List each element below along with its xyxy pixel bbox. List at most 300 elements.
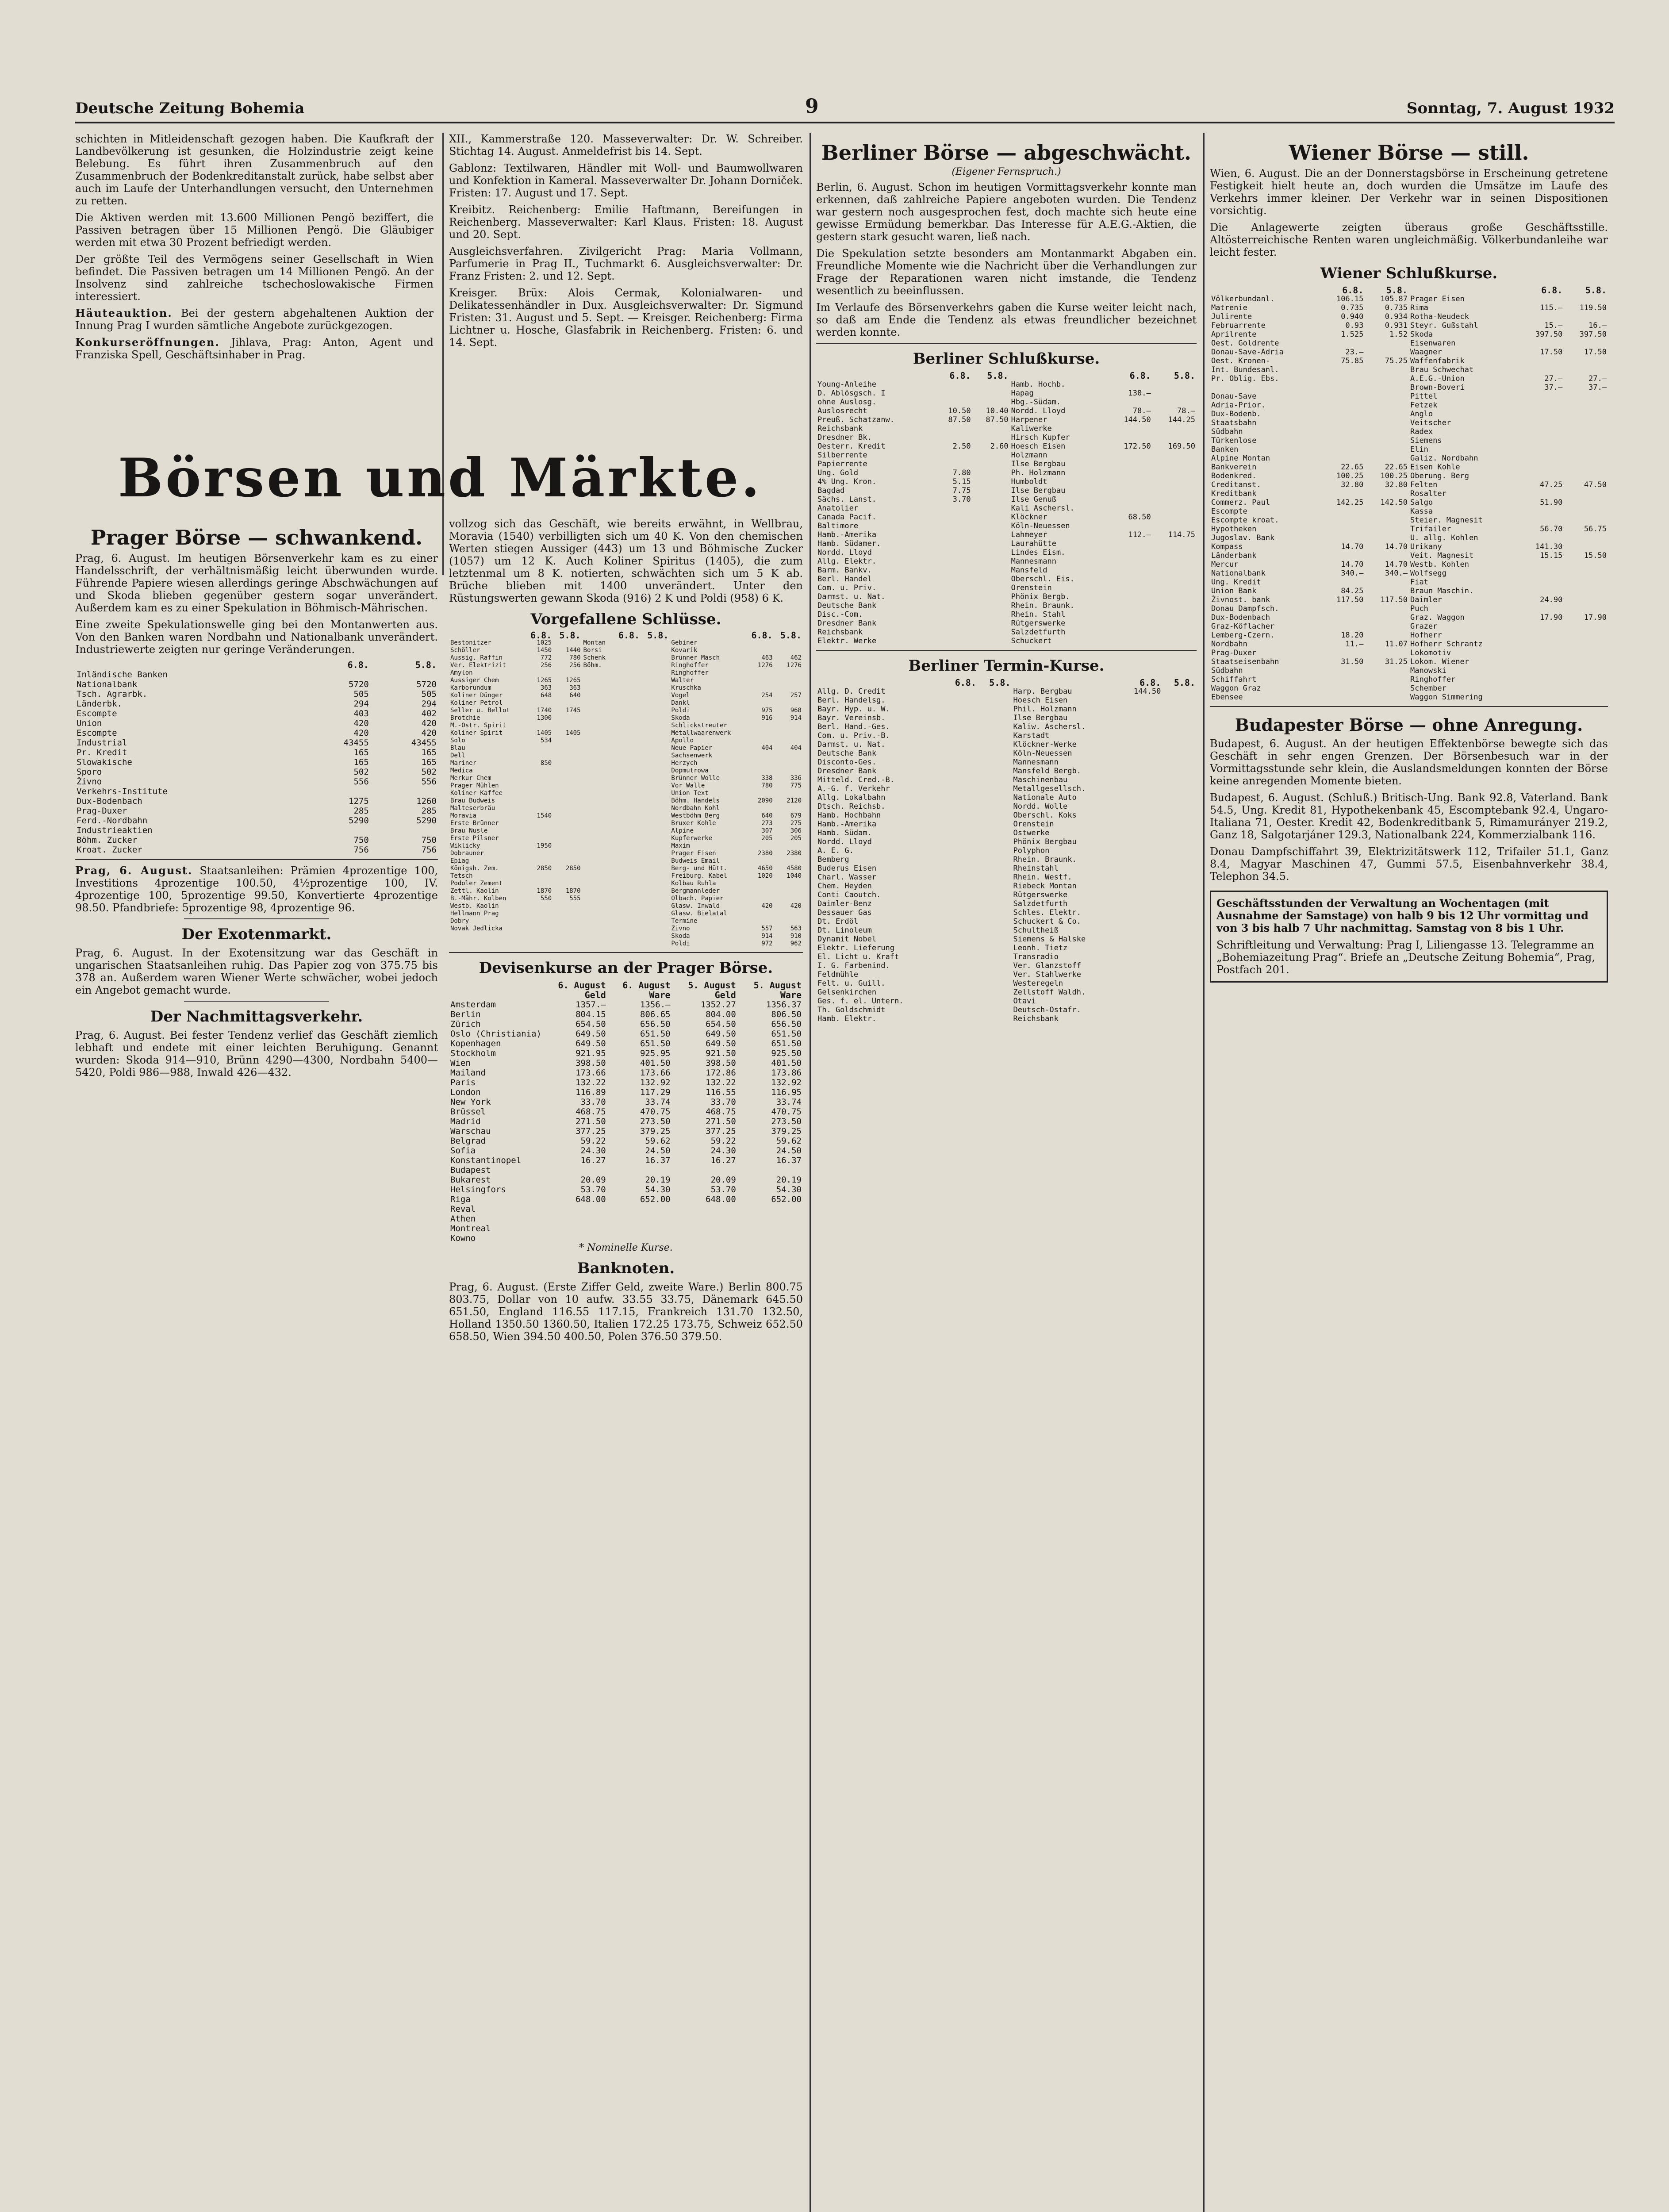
table-row <box>449 1010 803 1019</box>
table-cell <box>1520 657 1564 666</box>
table-cell: 256 <box>569 662 581 669</box>
table-cell <box>582 887 612 895</box>
table-cell <box>978 917 1012 926</box>
insolvency-notice <box>75 336 434 361</box>
table-header: 5.8. <box>1585 285 1607 296</box>
berlin-closing-table <box>816 371 1197 645</box>
table-cell <box>935 424 972 433</box>
table-cell: 556 <box>421 777 437 787</box>
table-cell: Bagdad <box>817 486 845 495</box>
table-cell <box>641 827 670 835</box>
table-row <box>1210 357 1608 365</box>
table-cell: 654.50 <box>576 1019 606 1029</box>
table-cell <box>553 790 582 797</box>
table-cell: 132.92 <box>640 1078 671 1087</box>
table-cell: Reichsbank <box>817 628 863 637</box>
table-cell: 3.70 <box>952 495 971 504</box>
table-cell <box>1120 873 1163 882</box>
table-row <box>816 601 1197 610</box>
table-row <box>449 1136 803 1146</box>
table-cell <box>641 692 670 699</box>
table-cell: Staatseisenbahn <box>1211 657 1279 666</box>
table-cell: Gebiner <box>671 639 698 646</box>
table-cell <box>774 880 803 887</box>
table-cell: 850 <box>540 760 552 767</box>
table-cell <box>612 730 641 737</box>
table-cell <box>1108 460 1152 469</box>
table-cell <box>1365 551 1409 560</box>
table-cell <box>543 1204 607 1214</box>
table-cell <box>1564 595 1608 604</box>
table-cell <box>1108 548 1152 557</box>
table-cell: Dtsch. Reichsb. <box>817 802 886 811</box>
table-cell: Waggon Graz <box>1211 684 1261 693</box>
table-cell <box>1152 513 1197 522</box>
table-cell <box>672 1214 737 1224</box>
table-cell: 33.70 <box>580 1097 606 1107</box>
table-cell <box>641 933 670 940</box>
banknotes-title: Banknoten. <box>577 1260 675 1277</box>
table-cell <box>978 776 1012 784</box>
table-cell <box>1365 578 1409 587</box>
table-cell: Radex <box>1410 427 1433 436</box>
table-cell: 403 <box>353 709 369 718</box>
table-cell <box>745 677 774 684</box>
table-cell: Kowno <box>450 1233 476 1243</box>
table-cell <box>1321 507 1365 516</box>
table-row <box>1210 374 1608 383</box>
column-2-top <box>449 133 803 442</box>
table-row <box>816 837 1197 846</box>
table-cell: Anatolier <box>817 504 859 513</box>
table-cell: 1276 <box>787 662 802 669</box>
table-cell <box>1564 578 1608 587</box>
table-cell <box>641 918 670 925</box>
table-cell <box>582 782 612 790</box>
table-cell <box>943 696 978 705</box>
table-cell <box>1520 560 1564 569</box>
table-cell: Com. u. Priv. <box>817 584 877 592</box>
table-cell: Waggon Simmering <box>1410 693 1483 702</box>
table-cell: Živnost. bank <box>1211 595 1270 604</box>
table-cell <box>978 935 1012 944</box>
table-cell: Budapest <box>450 1165 491 1175</box>
table-cell: 115.— <box>1540 303 1563 312</box>
table-cell: 2850 <box>565 865 581 872</box>
table-row <box>75 680 438 689</box>
table-cell <box>972 539 1010 548</box>
table-row <box>816 970 1197 979</box>
table-cell: Puch <box>1410 604 1428 613</box>
table-cell <box>1321 666 1365 675</box>
table-cell: Amsterdam <box>450 1000 496 1010</box>
table-cell: Mansfeld Bergb. <box>1013 767 1081 776</box>
table-row <box>1210 569 1608 578</box>
table-cell: Poldi <box>671 940 690 947</box>
table-cell: 273 <box>761 820 773 827</box>
table-header: 5.8. <box>1174 677 1195 688</box>
table-cell <box>1162 979 1197 988</box>
table-cell <box>978 811 1012 820</box>
table-cell <box>607 1204 672 1214</box>
table-cell <box>370 670 438 680</box>
table-cell: 0.93 <box>1345 321 1364 330</box>
table-cell: Montreal <box>450 1224 491 1233</box>
table-cell <box>972 477 1010 486</box>
table-cell: Dt. Linoleum <box>817 926 872 935</box>
table-row <box>816 864 1197 873</box>
table-cell <box>745 880 774 887</box>
table-cell <box>582 812 612 820</box>
table-cell <box>1321 604 1365 613</box>
table-cell: 10.50 <box>948 407 971 415</box>
table-cell: Helsingfors <box>450 1185 506 1194</box>
table-cell <box>641 775 670 782</box>
table-header: 6.8. <box>1129 370 1151 381</box>
table-cell <box>978 767 1012 776</box>
berlin-term-title: Berliner Termin-Kurse. <box>908 657 1105 675</box>
table-cell <box>943 961 978 970</box>
table-cell: 14.70 <box>1341 560 1364 569</box>
table-cell: 31.50 <box>1341 657 1364 666</box>
table-cell: Escompte <box>77 709 117 718</box>
table-cell: ohne Auslosg. <box>817 398 877 407</box>
table-cell <box>1564 542 1608 551</box>
table-cell <box>1152 522 1197 530</box>
table-cell: Westb. Kaolin <box>450 902 499 910</box>
table-cell <box>943 926 978 935</box>
table-cell <box>935 610 972 619</box>
table-cell: Ölbach. Papier <box>671 895 724 902</box>
table-cell <box>1520 463 1564 472</box>
table-cell <box>1152 637 1197 645</box>
table-cell: Mercur <box>1211 560 1239 569</box>
table-cell: 1540 <box>537 812 552 819</box>
table-cell <box>612 812 641 820</box>
table-row <box>816 829 1197 837</box>
table-cell <box>553 933 582 940</box>
table-cell <box>612 677 641 684</box>
table-cell: 2850 <box>537 865 552 872</box>
table-cell <box>978 714 1012 722</box>
table-row <box>1210 295 1608 303</box>
table-cell: 0.934 <box>1385 312 1408 321</box>
table-cell: Ilse Bergbau <box>1011 486 1066 495</box>
table-cell <box>612 902 641 910</box>
table-cell <box>553 775 582 782</box>
table-cell: 31.25 <box>1385 657 1408 666</box>
table-cell: 2.50 <box>952 442 971 451</box>
table-header <box>75 660 303 670</box>
table-cell <box>1162 784 1197 793</box>
table-cell <box>582 745 612 752</box>
table-cell: 37.— <box>1588 383 1607 392</box>
table-cell <box>641 902 670 910</box>
table-row <box>1210 649 1608 657</box>
table-cell <box>1120 793 1163 802</box>
table-cell <box>1120 758 1163 767</box>
table-row <box>449 910 803 918</box>
table-row <box>816 882 1197 891</box>
table-cell <box>553 857 582 865</box>
table-cell: 1260 <box>416 796 437 806</box>
table-cell <box>774 699 803 707</box>
table-row <box>816 592 1197 601</box>
table-cell: Prager Mühlen <box>450 782 499 789</box>
table-cell: 17.50 <box>1584 348 1607 357</box>
table-cell: Konstantinopel <box>450 1156 522 1165</box>
table-cell <box>1120 731 1163 740</box>
table-cell <box>978 784 1012 793</box>
table-cell: Graz. Waggon <box>1410 613 1465 622</box>
table-cell: Kreditbank <box>1211 489 1257 498</box>
table-cell <box>978 908 1012 917</box>
page-number: 9 <box>805 95 819 118</box>
table-cell: 84.25 <box>1341 587 1364 595</box>
table-cell <box>1520 357 1564 365</box>
table-row <box>449 1165 803 1175</box>
table-cell: 256 <box>540 662 552 669</box>
table-row <box>816 637 1197 645</box>
table-cell: Graz-Köflacher <box>1211 622 1275 631</box>
table-row <box>816 504 1197 513</box>
table-cell: 420 <box>421 728 437 738</box>
table-cell: Berl. Handelsg. <box>817 696 886 705</box>
table-cell: 16.— <box>1588 321 1607 330</box>
table-cell <box>303 826 370 835</box>
table-cell <box>1108 557 1152 566</box>
table-cell: Rhein. Stahl <box>1011 610 1066 619</box>
table-cell: 15.15 <box>1540 551 1563 560</box>
table-cell: 20.19 <box>776 1175 802 1185</box>
table-cell <box>1120 891 1163 899</box>
table-cell <box>972 584 1010 592</box>
table-cell: Dresdner Bank <box>817 619 877 628</box>
table-cell <box>978 979 1012 988</box>
table-cell: 555 <box>569 895 581 902</box>
table-cell: Hamb. Südam. <box>817 829 872 837</box>
table-cell: Koliner Petrol <box>450 699 503 707</box>
table-cell: Rhein. Braunk. <box>1011 601 1074 610</box>
table-cell: Ringhoffer <box>671 669 709 676</box>
table-cell <box>641 880 670 887</box>
table-cell: 648 <box>540 692 552 699</box>
table-cell <box>553 925 582 933</box>
table-cell <box>612 669 641 677</box>
table-row <box>1210 534 1608 542</box>
table-cell: Nationale Auto <box>1013 793 1077 802</box>
table-cell <box>524 782 553 790</box>
table-cell <box>943 882 978 891</box>
table-row <box>1210 410 1608 419</box>
table-cell <box>1120 802 1163 811</box>
table-cell: Böhm. Handels <box>671 797 720 804</box>
table-row <box>449 1107 803 1117</box>
table-cell: Grazer <box>1410 622 1438 631</box>
table-cell: D. Ablösgsch. I <box>817 389 886 398</box>
table-cell: Harpener <box>1011 415 1047 424</box>
table-cell: Escompte <box>1211 507 1247 516</box>
table-header <box>1012 678 1119 687</box>
table-cell: Berl. Handel <box>817 575 872 584</box>
table-cell: 59.62 <box>645 1136 671 1146</box>
table-cell <box>1321 649 1365 657</box>
table-row <box>1210 480 1608 489</box>
article-paragraph: Prag, 6. August. (Erste Ziffer Geld, zweite Ware.) Berlin 800.75 803.75, Dollar von 10 aufw. 33.55 33.75, Dänemark 645.50 651.50, England 116.55 117.15, Frankreich 131.70 132.50, Holland 1350.50 1360.50, Italien 172.25 173.75, Schweiz 652.50 658.50, Wien 394.50 400.50, Polen 376.50 379.50. <box>449 1281 803 1343</box>
table-cell <box>1321 675 1365 684</box>
table-cell: Manowski <box>1410 666 1446 675</box>
table-cell <box>553 737 582 745</box>
table-cell <box>524 940 553 948</box>
table-cell <box>935 380 972 389</box>
article-paragraph: Prag, 6. August. Im heutigen Börsenverkehr kam es zu einer Handelsschrift, der verhältnismäßig leicht überwunden wurde. Führende Papiere wiesen allerdings geringe Abschwächungen auf und Skoda blieben gegenüber gestern sogar unverändert. Außerdem kam es zu einer Spekulation in Böhmisch-Mährischen. <box>75 552 438 614</box>
table-cell <box>524 790 553 797</box>
table-cell: 420 <box>761 902 773 910</box>
table-cell <box>1162 908 1197 917</box>
table-cell: M.-Ostr. Spirit <box>450 722 506 729</box>
table-cell <box>582 918 612 925</box>
table-row <box>816 548 1197 557</box>
table-cell <box>943 829 978 837</box>
table-cell: Veit. Magnesit <box>1410 551 1474 560</box>
table-cell: Aussiger Chem <box>450 677 499 684</box>
table-cell <box>612 805 641 812</box>
table-cell: 22.65 <box>1385 463 1408 472</box>
table-cell <box>524 699 553 707</box>
table-cell: Sachsenwerk <box>671 752 713 759</box>
table-cell: 397.50 <box>1535 330 1563 339</box>
table-row <box>816 486 1197 495</box>
table-cell <box>1564 445 1608 454</box>
table-cell: Länderbank <box>1211 551 1257 560</box>
table-row <box>75 787 438 796</box>
table-cell <box>524 722 553 730</box>
table-row <box>75 718 438 728</box>
table-cell <box>935 619 972 628</box>
table-cell <box>303 787 370 796</box>
table-cell <box>524 745 553 752</box>
table-cell <box>978 793 1012 802</box>
table-row <box>449 790 803 797</box>
table-cell <box>1120 696 1163 705</box>
table-cell: 2380 <box>787 850 802 857</box>
table-cell: Darmst. u. Nat. <box>817 740 886 749</box>
table-cell: Koliner Spirit <box>450 730 503 737</box>
table-row <box>816 952 1197 961</box>
table-cell <box>1365 392 1409 401</box>
table-cell <box>1564 357 1608 365</box>
table-cell: Sächs. Lanst. <box>817 495 877 504</box>
table-cell <box>978 970 1012 979</box>
table-row <box>1210 640 1608 649</box>
table-cell: 652.00 <box>640 1194 671 1204</box>
table-cell <box>737 1204 803 1214</box>
table-cell <box>1108 539 1152 548</box>
table-cell <box>1564 516 1608 525</box>
table-row <box>816 731 1197 740</box>
prague-bourse-title: Prager Börse — schwankend. <box>90 526 423 549</box>
table-cell <box>943 917 978 926</box>
table-row <box>449 918 803 925</box>
table-cell <box>1152 592 1197 601</box>
table-cell: 398.50 <box>706 1058 736 1068</box>
table-cell <box>1152 584 1197 592</box>
table-cell <box>1520 631 1564 640</box>
table-cell <box>972 460 1010 469</box>
table-cell <box>935 522 972 530</box>
table-cell <box>1120 997 1163 1006</box>
table-row <box>816 530 1197 539</box>
newspaper-name: Deutsche Zeitung Bohemia <box>75 100 305 117</box>
table-cell: Ver. Stahlwerke <box>1013 970 1081 979</box>
table-cell: 165 <box>421 748 437 757</box>
table-cell: Deutsche Bank <box>817 749 877 758</box>
table-cell: Steyr. Gußstahl <box>1410 321 1478 330</box>
table-cell: 169.50 <box>1168 442 1195 451</box>
table-cell: 806.65 <box>640 1010 671 1019</box>
table-cell: Verkehrs-Institute <box>77 787 168 796</box>
table-cell <box>612 895 641 902</box>
table-row <box>449 654 803 662</box>
table-cell: Auslosrecht <box>817 407 867 415</box>
table-cell: 502 <box>421 767 437 777</box>
table-cell: Köln-Neuessen <box>1013 749 1072 758</box>
table-cell: Podoler Zement <box>450 880 503 887</box>
table-cell: Adria-Prior. <box>1211 401 1266 410</box>
table-cell <box>553 760 582 767</box>
divider <box>816 343 1197 344</box>
table-cell <box>1564 401 1608 410</box>
table-cell <box>1152 424 1197 433</box>
table-cell: Rhein. Braunk. <box>1013 855 1077 864</box>
table-header <box>670 632 745 639</box>
table-cell <box>1365 427 1409 436</box>
table-cell: 1870 <box>537 887 552 895</box>
table-cell <box>978 696 1012 705</box>
table-cell: Westböhm Berg <box>671 812 720 819</box>
table-cell: Matrenie <box>1211 303 1247 312</box>
table-cell <box>978 758 1012 767</box>
table-cell: Hapag <box>1011 389 1034 398</box>
table-cell <box>774 767 803 775</box>
table-cell <box>1321 401 1365 410</box>
table-cell <box>582 850 612 857</box>
article-paragraph: Berlin, 6. August. Schon im heutigen Vormittagsverkehr konnte man erkennen, daß zahlreiche Papiere angeboten wurden. Die Tendenz war gestern noch ausgesprochen fest, doch machte sich heute eine gewisse Ermüdung bemerkbar. Das Interesse für A.E.G.-Aktien, die gestern stark gesucht waren, ließ nach. <box>816 181 1197 243</box>
article-paragraph: Donau Dampfschiffahrt 39, Elektrizitätswerk 112, Trifailer 51.1, Ganz 8.4, Magyar Maschinen 47, Gummi 57.5, Eisenbahnverkehr 38.4, Telephon 34.5. <box>1210 845 1608 883</box>
table-cell: Ver. Elektrizit <box>450 662 506 669</box>
table-cell <box>553 842 582 850</box>
table-cell: Nordd. Lloyd <box>1011 407 1066 415</box>
table-cell: Athen <box>450 1214 476 1224</box>
table-cell <box>1564 534 1608 542</box>
table-cell <box>1162 829 1197 837</box>
table-row <box>449 925 803 933</box>
table-row <box>449 1029 803 1039</box>
table-cell: Maxim <box>671 842 690 849</box>
table-cell <box>1321 578 1365 587</box>
table-cell <box>1108 477 1152 486</box>
table-row <box>816 749 1197 758</box>
table-cell: 172.86 <box>706 1068 736 1078</box>
table-row <box>816 758 1197 767</box>
table-cell <box>978 952 1012 961</box>
auction-notice <box>75 307 434 332</box>
table-cell: Salzdetfurth <box>1011 628 1066 637</box>
table-cell <box>1152 398 1197 407</box>
table-cell: 1265 <box>565 677 581 684</box>
table-cell <box>935 592 972 601</box>
table-cell <box>582 805 612 812</box>
